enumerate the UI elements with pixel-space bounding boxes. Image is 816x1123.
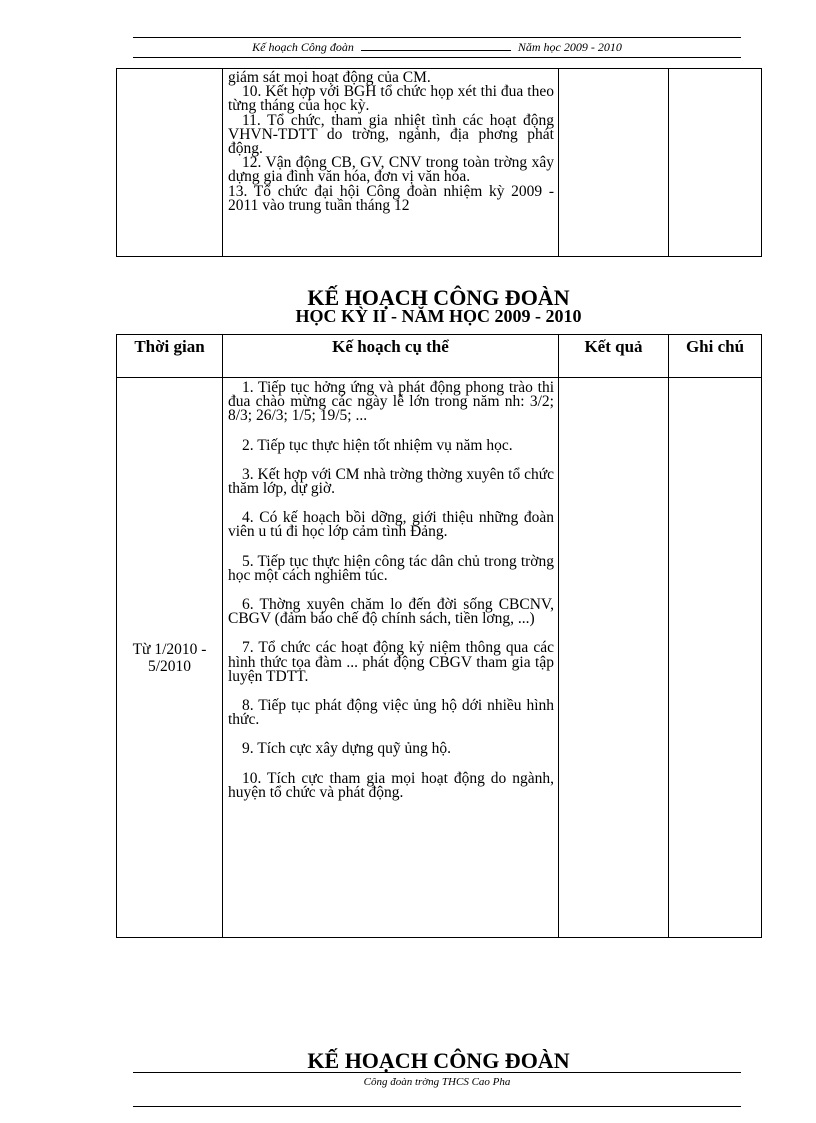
time-period-cell (117, 378, 223, 938)
header-right-text: Năm học 2009 - 2010 (517, 40, 622, 54)
plan-item: 6. Thờng xuyên chăm lo đến đời sống CBCNV, CBGV (đảm bảo chế độ chính sách, tiền lơng, ...) (228, 596, 554, 628)
time-period: Từ 1/2010 - 5/2010 (132, 640, 207, 675)
table-header-row (117, 335, 762, 378)
plan-item: giám sát mọi hoạt động của CM. (228, 69, 431, 86)
footer-subtitle: Công đoàn trờng THCS Cao Pha (363, 1076, 511, 1088)
footer-bottom-rule (133, 1106, 741, 1107)
col-header-time: Thời gian (117, 335, 223, 378)
header-left-text: Kế hoạch Công đoàn (252, 40, 354, 54)
plan-item: 13. Tổ chức đại hội Công đoàn nhiệm kỳ 2009 - 2011 vào trung tuần tháng 12 (228, 182, 554, 214)
plan-item: 7. Tổ chức các hoạt động kỷ niệm thông qua các hình thức tọa đàm ... phát động CBGV tham gia tập luyện TDTT. (228, 639, 554, 685)
plan-item: 8. Tiếp tục phát động việc ủng hộ dới nhiều hình thức. (228, 697, 554, 729)
running-header (133, 40, 741, 55)
result-cell (559, 378, 669, 938)
header-bottom-rule (133, 57, 741, 58)
plan-item: 4. Có kế hoạch bồi dỡng, giới thiệu những đoàn viên u tú đi học lớp cảm tình Đảng. (228, 509, 554, 541)
plan-item: 10. Tích cực tham gia mọi hoạt động do ngành, huyện tổ chức và phát động. (228, 769, 554, 801)
continuation-table (116, 68, 762, 257)
header-underline (361, 50, 511, 51)
plan-table (116, 334, 762, 938)
plan-item: 1. Tiếp tục hởng ứng và phát động phong trào thi đua chào mừng các ngày lễ lớn trong năm nh: 3/2; 8/3; 26/3; 1/5; 19/5; ... (228, 379, 554, 425)
table-row (117, 378, 762, 938)
result-cell (559, 69, 669, 257)
col-header-note: Ghi chú (669, 335, 762, 378)
plan-item: 10. Kết hợp với BGH tổ chức họp xét thi đua theo từng tháng của học kỳ. (228, 83, 554, 115)
plan-cell (223, 378, 559, 938)
plan-item: 9. Tích cực xây dựng quỹ ủng hộ. (242, 740, 451, 758)
note-cell (669, 378, 762, 938)
note-cell (669, 69, 762, 257)
time-cell (117, 69, 223, 257)
plan-item: 2. Tiếp tục thực hiện tốt nhiệm vụ năm học. (242, 436, 513, 454)
col-header-result: Kết quả (559, 335, 669, 378)
footer-top-rule (133, 1072, 741, 1073)
plan-item: 11. Tổ chức, tham gia nhiệt tình các hoạt động VHVN-TDTT do trờng, ngành, địa phơng phát động. (228, 111, 554, 158)
col-header-plan: Kế hoạch cụ thể (223, 335, 559, 378)
plan-cell (223, 69, 559, 257)
header-top-rule (133, 37, 741, 38)
plan-item: 3. Kết hợp với CM nhà trờng thờng xuyên tổ chức thăm lớp, dự giờ. (228, 465, 554, 498)
plan-item: 5. Tiếp tục thực hiện công tác dân chủ trong trờng học một cách nghiêm túc. (228, 552, 554, 584)
footer-title: KẾ HOẠCH CÔNG ĐOÀN (307, 1048, 570, 1073)
plan-item: 12. Vận động CB, GV, CNV trong toàn trờng xây dựng gia đình văn hóa, đơn vị văn hóa. (228, 154, 554, 186)
section-subtitle: HỌC KỲ II - NĂM HỌC 2009 - 2010 (295, 306, 582, 326)
section-title: KẾ HOẠCH CÔNG ĐOÀN (307, 285, 570, 310)
